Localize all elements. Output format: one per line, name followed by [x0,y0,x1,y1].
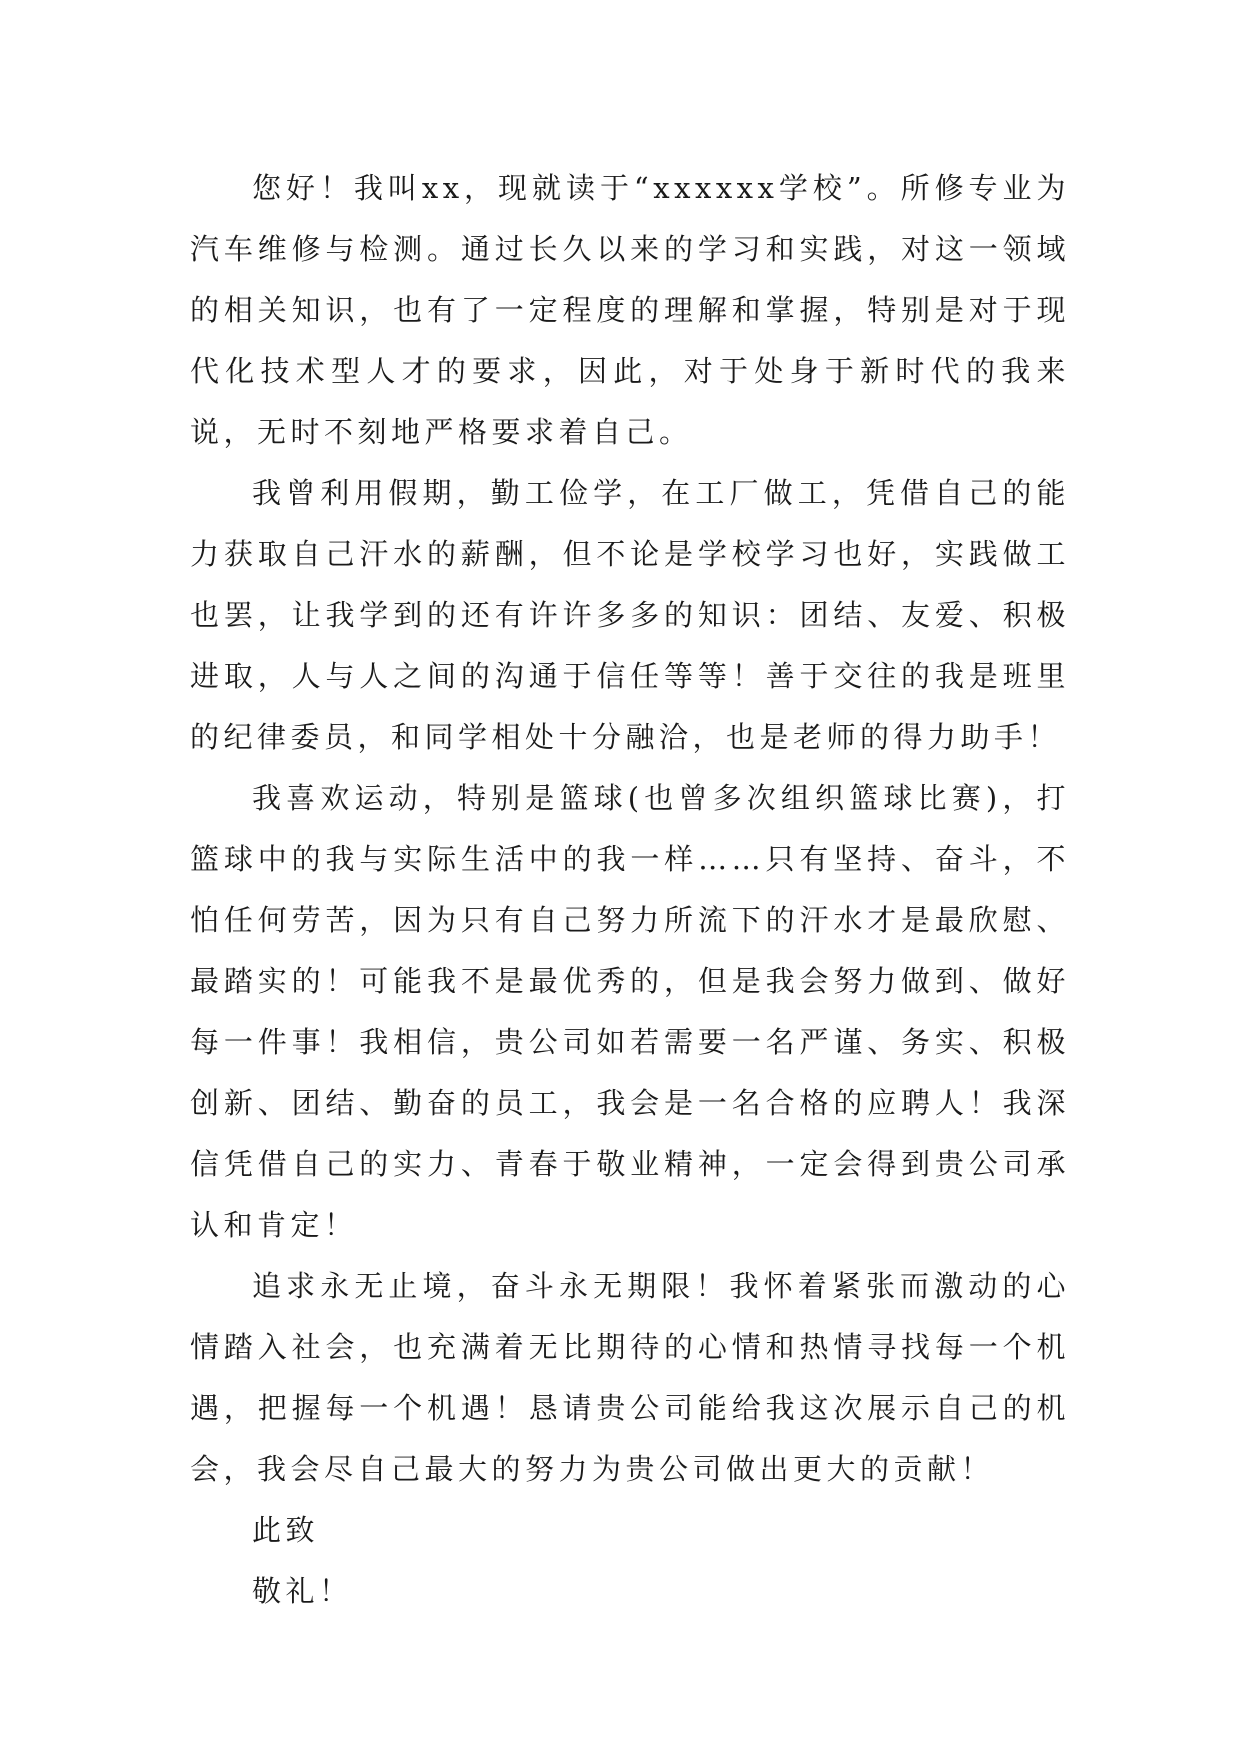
closing-salutation: 此致 [252,1513,320,1547]
letter-body [190,158,1070,1622]
paragraph-conclusion: 追求永无止境，奋斗永无期限！我怀着紧张而激动的心情踏入社会，也充满着无比期待的心情和热情寻找每一个机遇，把握每一个机遇！恳请贵公司能给我这次展示自己的机会，我会尽自己最大的努力为贵公司做出更大的贡献！ [190,1269,1070,1486]
paragraph-hobbies: 我喜欢运动，特别是篮球(也曾多次组织篮球比赛)，打篮球中的我与实际生活中的我一样……只有坚持、奋斗，不怕任何劳苦，因为只有自己努力所流下的汗水才是最欣慰、最踏实的！可能我不是最优秀的，但是我会努力做到、做好每一件事！我相信，贵公司如若需要一名严谨、务实、积极创新、团结、勤奋的员工，我会是一名合格的应聘人！我深信凭借自己的实力、青春于敬业精神，一定会得到贵公司承认和肯定！ [190,781,1070,1242]
paragraph-introduction: 您好！我叫xx，现就读于“xxxxxx学校”。所修专业为汽车维修与检测。通过长久以来的学习和实践，对这一领域的相关知识，也有了一定程度的理解和掌握，特别是对于现代化技术型人才的要求，因此，对于处身于新时代的我来说，无时不刻地严格要求着自己。 [190,171,1070,449]
paragraph-work-experience: 我曾利用假期，勤工俭学，在工厂做工，凭借自己的能力获取自己汗水的薪酬，但不论是学校学习也好，实践做工也罢，让我学到的还有许许多多的知识：团结、友爱、积极进取，人与人之间的沟通于信任等等！善于交往的我是班里的纪律委员，和同学相处十分融洽，也是老师的得力助手！ [190,476,1070,754]
closing-regards: 敬礼！ [252,1574,353,1608]
